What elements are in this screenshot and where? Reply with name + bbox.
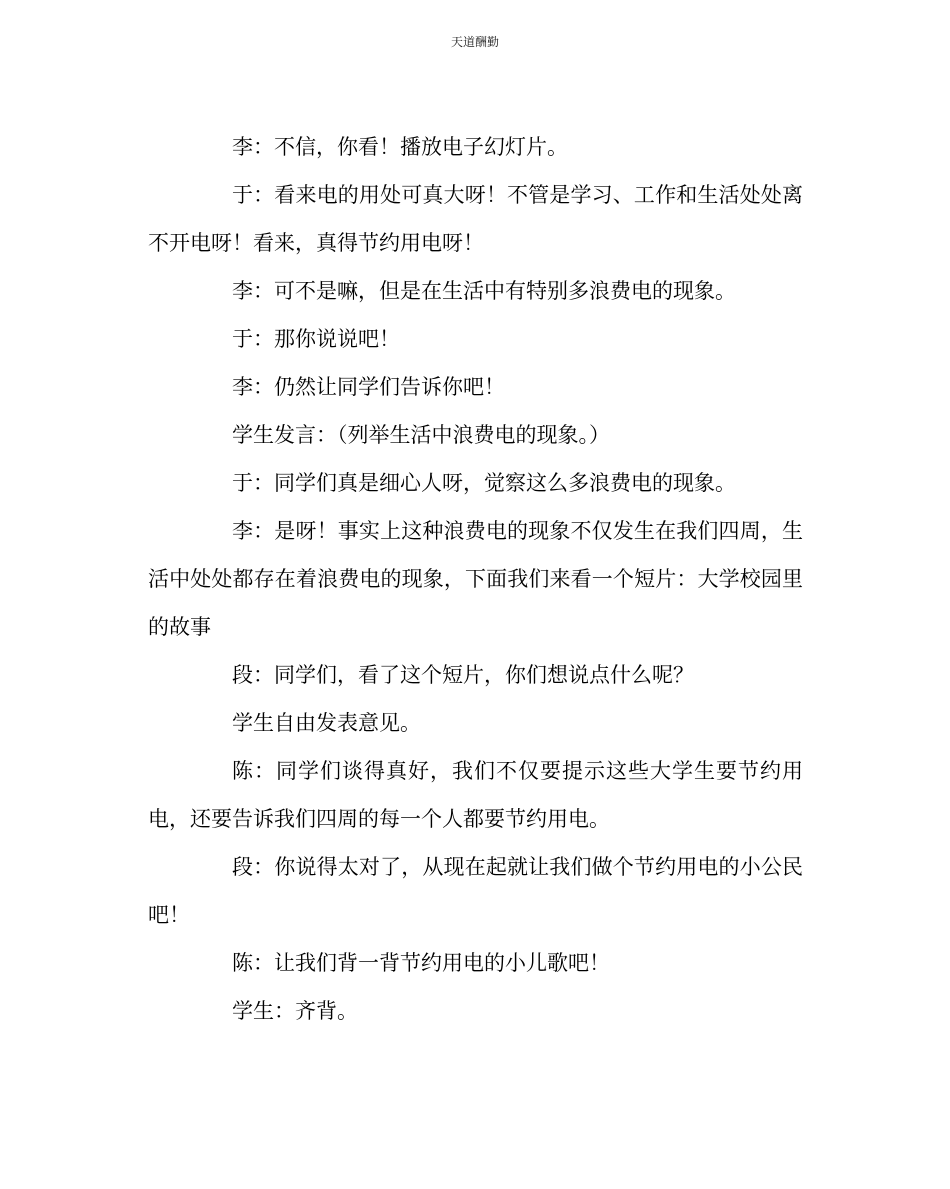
paragraph: 于：同学们真是细心人呀，觉察这么多浪费电的现象。 bbox=[232, 471, 736, 495]
paragraph: 于：看来电的用处可真大呀！不管是学习、工作和生活处处离不开电呀！看来，真得节约用电呀！ bbox=[148, 183, 803, 255]
paragraph: 李：仍然让同学们告诉你吧！ bbox=[232, 375, 505, 399]
paragraph: 陈：让我们背一背节约用电的小儿歌吧！ bbox=[232, 951, 610, 975]
paragraph: 学生：齐背。 bbox=[232, 999, 358, 1023]
paragraph: 段：同学们，看了这个短片，你们想说点什么呢？ bbox=[232, 663, 694, 687]
paragraph: 学生发言：（列举生活中浪费电的现象。） bbox=[232, 423, 610, 447]
paragraph: 李：是呀！事实上这种浪费电的现象不仅发生在我们四周，生活中处处都存在着浪费电的现象，下面我们来看一个短片：大学校园里的故事 bbox=[148, 519, 803, 639]
paragraph: 李：不信，你看！播放电子幻灯片。 bbox=[232, 135, 568, 159]
document-body bbox=[148, 123, 803, 1035]
paragraph: 李：可不是嘛，但是在生活中有特别多浪费电的现象。 bbox=[232, 279, 736, 303]
paragraph: 学生自由发表意见。 bbox=[232, 711, 421, 735]
paragraph: 于：那你说说吧！ bbox=[232, 327, 400, 351]
paragraph: 陈：同学们谈得真好，我们不仅要提示这些大学生要节约用电，还要告诉我们四周的每一个人都要节约用电。 bbox=[148, 759, 803, 831]
paragraph: 段：你说得太对了，从现在起就让我们做个节约用电的小公民吧！ bbox=[148, 855, 803, 927]
page-header: 天道酬勤 bbox=[450, 35, 499, 49]
